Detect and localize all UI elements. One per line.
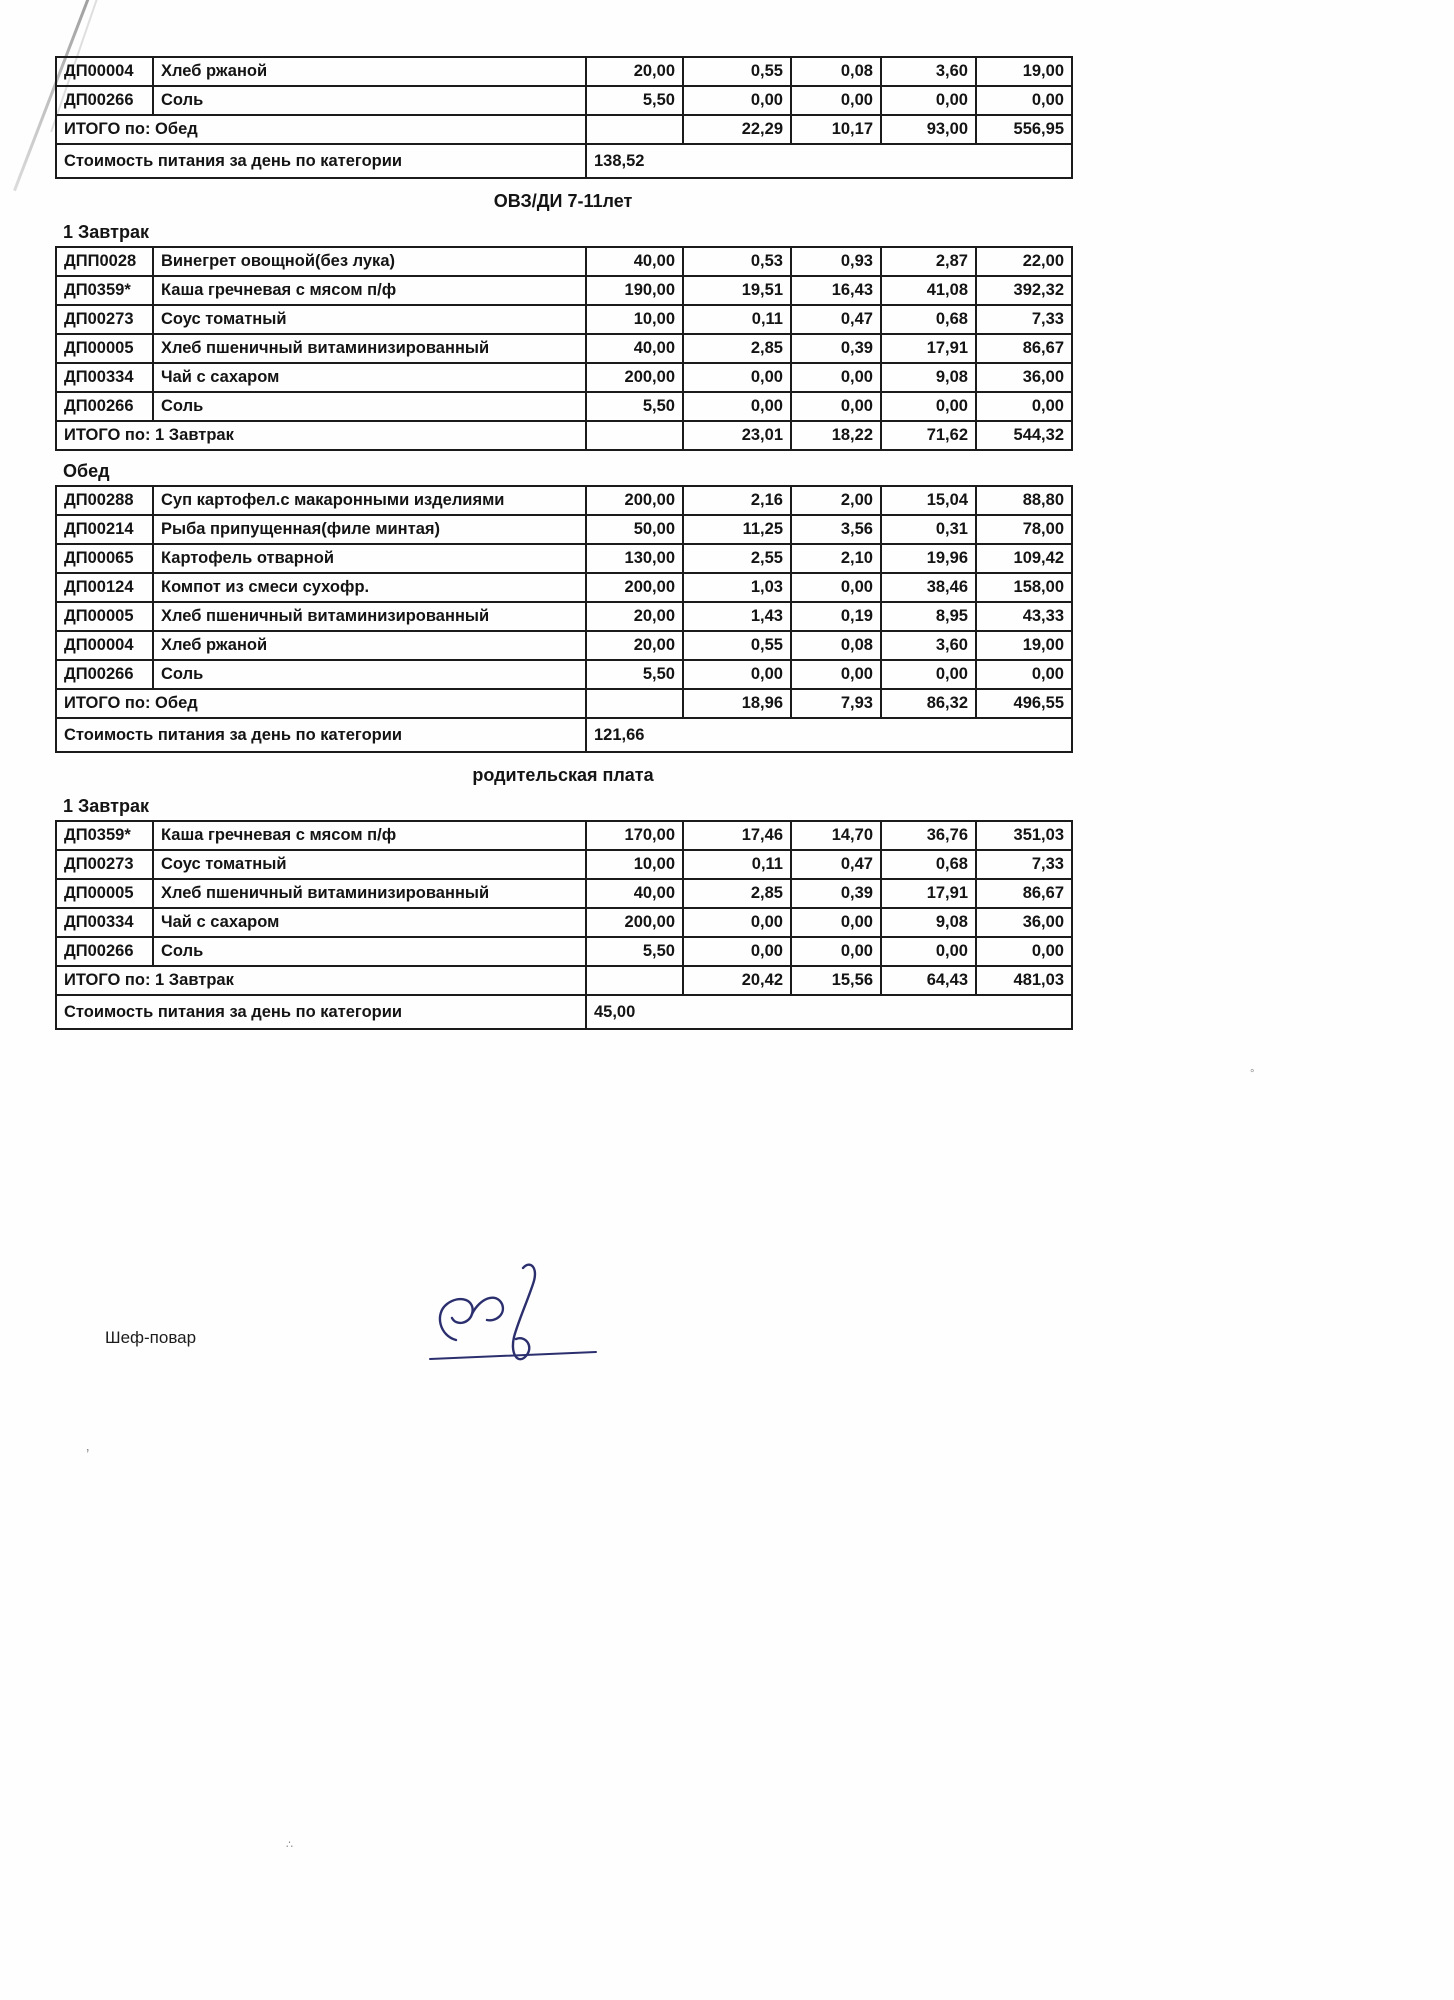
meal-title: Обед (63, 461, 110, 481)
table-row (56, 573, 1072, 602)
dish-name: Каша гречневая с мясом п/ф (153, 821, 586, 850)
dish-value: 20,00 (586, 57, 683, 86)
total-value: 15,56 (791, 966, 881, 995)
dish-value: 1,43 (683, 602, 791, 631)
dish-value: 20,00 (586, 631, 683, 660)
dish-value: 0,11 (683, 850, 791, 879)
dish-value: 43,33 (976, 602, 1072, 631)
dish-code: ДП00124 (56, 573, 153, 602)
table-row (56, 276, 1072, 305)
dish-value: 20,00 (586, 602, 683, 631)
dish-code: ДП00273 (56, 305, 153, 334)
total-value: 93,00 (881, 115, 976, 144)
dish-value: 0,53 (683, 247, 791, 276)
total-value: 20,42 (683, 966, 791, 995)
dish-value: 40,00 (586, 879, 683, 908)
dish-value: 7,33 (976, 850, 1072, 879)
dish-value: 50,00 (586, 515, 683, 544)
scan-speck: ’ (86, 1446, 90, 1463)
total-empty-cell (586, 689, 683, 718)
dish-name: Компот из смеси сухофр. (153, 573, 586, 602)
table-row (56, 57, 1072, 86)
dish-value: 0,08 (791, 631, 881, 660)
dish-value: 170,00 (586, 821, 683, 850)
dish-code: ДП00005 (56, 879, 153, 908)
dish-value: 0,00 (881, 392, 976, 421)
dish-value: 19,96 (881, 544, 976, 573)
dish-value: 5,50 (586, 937, 683, 966)
dish-value: 19,00 (976, 631, 1072, 660)
day-cost-row (56, 144, 1072, 178)
day-cost-value: 121,66 (586, 718, 1072, 752)
dish-value: 5,50 (586, 86, 683, 115)
category-title: родительская плата (472, 765, 654, 785)
dish-value: 351,03 (976, 821, 1072, 850)
day-cost-value: 138,52 (586, 144, 1072, 178)
dish-value: 2,85 (683, 879, 791, 908)
total-value: 544,32 (976, 421, 1072, 450)
category-title: ОВЗ/ДИ 7-11лет (493, 191, 633, 211)
total-value: 22,29 (683, 115, 791, 144)
dish-value: 0,31 (881, 515, 976, 544)
dish-value: 36,00 (976, 908, 1072, 937)
menu-table (55, 246, 1073, 451)
dish-code: ДП00214 (56, 515, 153, 544)
dish-name: Чай с сахаром (153, 363, 586, 392)
dish-value: 41,08 (881, 276, 976, 305)
dish-value: 0,00 (976, 86, 1072, 115)
dish-code: ДП00273 (56, 850, 153, 879)
dish-value: 0,00 (881, 937, 976, 966)
scan-speck: ∴ (286, 1839, 293, 1851)
signature-stroke (440, 1299, 473, 1340)
dish-value: 5,50 (586, 660, 683, 689)
total-row (56, 966, 1072, 995)
dish-code: ДП00266 (56, 937, 153, 966)
scan-speck: ° (1250, 1068, 1255, 1080)
dish-value: 16,43 (791, 276, 881, 305)
dish-value: 0,00 (791, 908, 881, 937)
dish-value: 0,55 (683, 57, 791, 86)
table-row (56, 660, 1072, 689)
total-value: 481,03 (976, 966, 1072, 995)
dish-value: 2,87 (881, 247, 976, 276)
dish-name: Каша гречневая с мясом п/ф (153, 276, 586, 305)
total-row (56, 421, 1072, 450)
dish-value: 0,00 (976, 392, 1072, 421)
total-value: 10,17 (791, 115, 881, 144)
total-empty-cell (586, 421, 683, 450)
total-value: 496,55 (976, 689, 1072, 718)
dish-value: 88,80 (976, 486, 1072, 515)
dish-value: 200,00 (586, 908, 683, 937)
dish-value: 5,50 (586, 392, 683, 421)
dish-value: 200,00 (586, 573, 683, 602)
dish-value: 130,00 (586, 544, 683, 573)
dish-value: 17,91 (881, 334, 976, 363)
dish-code: ДП0359* (56, 821, 153, 850)
table-row (56, 86, 1072, 115)
dish-value: 10,00 (586, 850, 683, 879)
meal-title: 1 Завтрак (63, 222, 149, 242)
menu-table (55, 56, 1073, 179)
total-value: 18,22 (791, 421, 881, 450)
dish-code: ДП00005 (56, 334, 153, 363)
dish-value: 0,00 (683, 363, 791, 392)
dish-code: ДП00266 (56, 392, 153, 421)
table-row (56, 879, 1072, 908)
dish-value: 17,46 (683, 821, 791, 850)
dish-value: 0,55 (683, 631, 791, 660)
dish-value: 2,85 (683, 334, 791, 363)
dish-value: 0,47 (791, 850, 881, 879)
dish-value: 0,00 (683, 86, 791, 115)
dish-value: 392,32 (976, 276, 1072, 305)
dish-value: 10,00 (586, 305, 683, 334)
total-value: 86,32 (881, 689, 976, 718)
dish-value: 0,47 (791, 305, 881, 334)
total-label: ИТОГО по: 1 Завтрак (56, 421, 586, 450)
dish-value: 86,67 (976, 334, 1072, 363)
chef-signature-label: Шеф-повар (105, 1328, 197, 1347)
meal-title: 1 Завтрак (63, 796, 149, 816)
total-row (56, 115, 1072, 144)
dish-code: ДП00288 (56, 486, 153, 515)
dish-name: Чай с сахаром (153, 908, 586, 937)
dish-value: 3,56 (791, 515, 881, 544)
dish-value: 40,00 (586, 334, 683, 363)
dish-name: Хлеб пшеничный витаминизированный (153, 602, 586, 631)
dish-value: 0,00 (881, 660, 976, 689)
day-cost-value: 45,00 (586, 995, 1072, 1029)
dish-name: Хлеб пшеничный витаминизированный (153, 879, 586, 908)
handwritten-signature (426, 1262, 601, 1377)
dish-value: 2,00 (791, 486, 881, 515)
day-cost-row (56, 718, 1072, 752)
dish-value: 158,00 (976, 573, 1072, 602)
dish-code: ДП00334 (56, 908, 153, 937)
total-value: 23,01 (683, 421, 791, 450)
total-value: 64,43 (881, 966, 976, 995)
dish-value: 8,95 (881, 602, 976, 631)
total-row (56, 689, 1072, 718)
table-row (56, 631, 1072, 660)
dish-value: 38,46 (881, 573, 976, 602)
dish-value: 0,00 (976, 937, 1072, 966)
dish-value: 109,42 (976, 544, 1072, 573)
dish-value: 0,39 (791, 879, 881, 908)
table-row (56, 392, 1072, 421)
dish-value: 22,00 (976, 247, 1072, 276)
table-row (56, 850, 1072, 879)
total-value: 556,95 (976, 115, 1072, 144)
dish-value: 36,76 (881, 821, 976, 850)
dish-value: 3,60 (881, 57, 976, 86)
dish-code: ДП00004 (56, 631, 153, 660)
dish-value: 0,93 (791, 247, 881, 276)
day-cost-label: Стоимость питания за день по категории (56, 144, 586, 178)
dish-value: 0,39 (791, 334, 881, 363)
dish-value: 2,16 (683, 486, 791, 515)
total-label: ИТОГО по: Обед (56, 689, 586, 718)
dish-name: Суп картофел.с макаронными изделиями (153, 486, 586, 515)
dish-value: 0,00 (683, 937, 791, 966)
dish-name: Соль (153, 660, 586, 689)
table-row (56, 908, 1072, 937)
dish-value: 19,51 (683, 276, 791, 305)
dish-value: 2,10 (791, 544, 881, 573)
total-label: ИТОГО по: Обед (56, 115, 586, 144)
dish-value: 0,00 (791, 660, 881, 689)
dish-value: 0,00 (791, 937, 881, 966)
dish-code: ДП00005 (56, 602, 153, 631)
signature-stroke (472, 1298, 503, 1321)
total-empty-cell (586, 115, 683, 144)
dish-code: ДП00065 (56, 544, 153, 573)
dish-value: 0,00 (976, 660, 1072, 689)
dish-value: 0,00 (791, 573, 881, 602)
dish-name: Винегрет овощной(без лука) (153, 247, 586, 276)
dish-name: Хлеб ржаной (153, 57, 586, 86)
total-empty-cell (586, 966, 683, 995)
dish-value: 0,68 (881, 305, 976, 334)
document-content (55, 56, 1075, 1035)
table-row (56, 821, 1072, 850)
dish-name: Хлеб ржаной (153, 631, 586, 660)
dish-value: 200,00 (586, 486, 683, 515)
table-row (56, 602, 1072, 631)
dish-value: 2,55 (683, 544, 791, 573)
dish-value: 9,08 (881, 363, 976, 392)
total-value: 7,93 (791, 689, 881, 718)
dish-value: 19,00 (976, 57, 1072, 86)
dish-value: 0,00 (791, 86, 881, 115)
dish-code: ДП00334 (56, 363, 153, 392)
day-cost-row (56, 995, 1072, 1029)
day-cost-label: Стоимость питания за день по категории (56, 995, 586, 1029)
signature-stroke (513, 1265, 535, 1360)
dish-value: 14,70 (791, 821, 881, 850)
dish-value: 40,00 (586, 247, 683, 276)
total-value: 18,96 (683, 689, 791, 718)
day-cost-label: Стоимость питания за день по категории (56, 718, 586, 752)
total-label: ИТОГО по: 1 Завтрак (56, 966, 586, 995)
dish-code: ДП0359* (56, 276, 153, 305)
table-row (56, 305, 1072, 334)
dish-value: 0,00 (683, 392, 791, 421)
dish-code: ДП00266 (56, 86, 153, 115)
dish-code: ДПП0028 (56, 247, 153, 276)
dish-name: Соль (153, 86, 586, 115)
table-row (56, 334, 1072, 363)
dish-value: 1,03 (683, 573, 791, 602)
dish-value: 200,00 (586, 363, 683, 392)
total-value: 71,62 (881, 421, 976, 450)
dish-name: Соус томатный (153, 305, 586, 334)
dish-value: 7,33 (976, 305, 1072, 334)
dish-value: 15,04 (881, 486, 976, 515)
table-row (56, 363, 1072, 392)
dish-value: 0,11 (683, 305, 791, 334)
dish-value: 0,00 (881, 86, 976, 115)
dish-name: Соль (153, 392, 586, 421)
dish-code: ДП00266 (56, 660, 153, 689)
dish-value: 11,25 (683, 515, 791, 544)
dish-value: 190,00 (586, 276, 683, 305)
dish-value: 0,00 (683, 908, 791, 937)
dish-value: 78,00 (976, 515, 1072, 544)
dish-code: ДП00004 (56, 57, 153, 86)
table-row (56, 515, 1072, 544)
dish-value: 0,00 (791, 363, 881, 392)
dish-value: 0,08 (791, 57, 881, 86)
dish-value: 0,68 (881, 850, 976, 879)
dish-name: Соль (153, 937, 586, 966)
table-row (56, 486, 1072, 515)
table-row (56, 937, 1072, 966)
table-row (56, 544, 1072, 573)
menu-table (55, 820, 1073, 1030)
dish-value: 0,19 (791, 602, 881, 631)
dish-name: Картофель отварной (153, 544, 586, 573)
dish-value: 17,91 (881, 879, 976, 908)
dish-value: 3,60 (881, 631, 976, 660)
dish-value: 0,00 (791, 392, 881, 421)
dish-name: Соус томатный (153, 850, 586, 879)
menu-table (55, 485, 1073, 753)
dish-value: 36,00 (976, 363, 1072, 392)
dish-value: 9,08 (881, 908, 976, 937)
table-row (56, 247, 1072, 276)
dish-name: Хлеб пшеничный витаминизированный (153, 334, 586, 363)
dish-value: 0,00 (683, 660, 791, 689)
dish-value: 86,67 (976, 879, 1072, 908)
dish-name: Рыба припущенная(филе минтая) (153, 515, 586, 544)
